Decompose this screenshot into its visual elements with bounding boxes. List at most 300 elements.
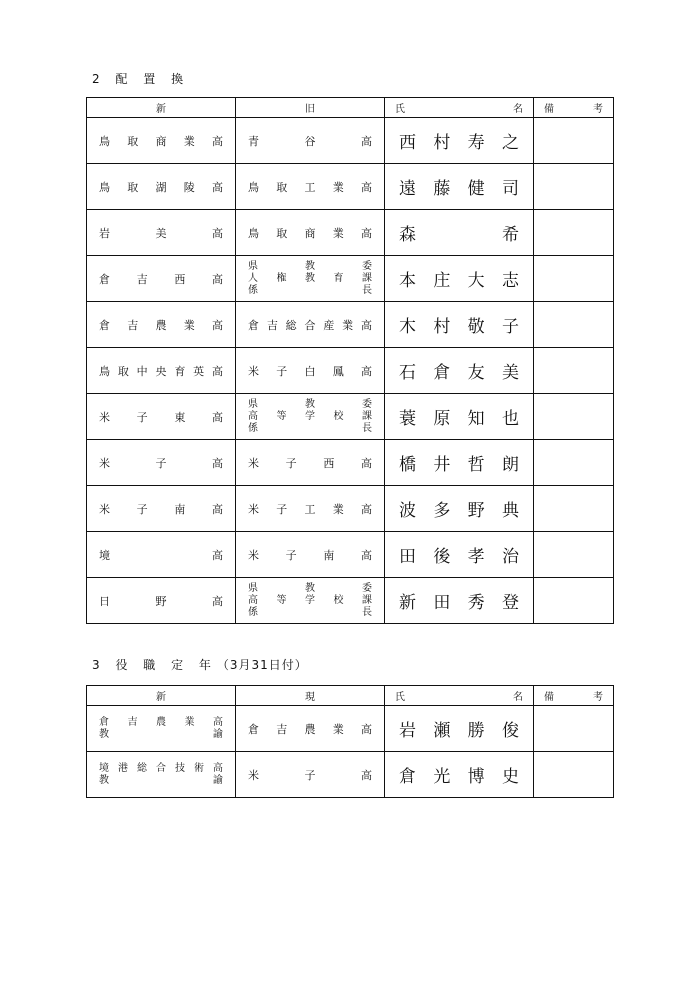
person-name-char: 森 [399,225,416,245]
person-name-char: 典 [501,501,519,521]
current-post-text-char: 業 [332,722,344,736]
old-post-text-line-char: 校 [333,594,344,606]
new-post-text-line [99,717,223,729]
old-post-text-line-char: 委 [362,260,372,272]
new-post-text-line-char: 農 [156,716,166,728]
new-post-text-line-char: 技 [175,762,185,774]
section-2-title-text: 2 配 置 換 [92,72,190,86]
new-post-text [87,302,235,347]
old-post-text-char: 取 [276,226,288,240]
table-row [87,440,614,486]
cell-new-post [87,210,236,256]
old-post-text-line-char: 県 [248,582,258,594]
old-post-text-char: 鳳 [332,364,344,378]
cell-remarks [534,302,614,348]
new-post-text [87,210,235,255]
old-post-text-char: 谷 [304,134,316,148]
new-post-text [87,348,235,393]
cell-new-post [87,706,236,752]
old-post-text-char: 高 [360,548,372,562]
cell-remarks [534,348,614,394]
person-name-char: 田 [433,593,451,613]
old-post-text-line-char: 係 [248,284,258,296]
new-post-text-line-char: 高 [213,716,223,728]
person-name [385,210,533,255]
old-post-text [236,256,384,301]
old-post-text-char: 吉 [266,318,278,332]
new-post-text-char: 農 [155,318,167,332]
table-row [87,532,614,578]
old-post-text-char: 商 [304,226,316,240]
cell-new-post [87,486,236,532]
person-name-char: 子 [501,317,519,337]
new-post-text-char: 高 [211,410,223,424]
old-post-text [236,302,384,347]
person-name-char: 秀 [467,593,485,613]
new-post-text-char: 野 [155,594,167,608]
old-post-text-line-char: 課 [362,594,372,606]
new-post-text-char: 高 [212,134,223,148]
old-post-text-char: 高 [361,180,372,194]
cell-name [385,118,534,164]
cell-name [385,302,534,348]
old-post-text-char: 産 [323,318,335,332]
table-row [87,578,614,624]
cell-new-post [87,348,236,394]
cell-old-post [236,394,385,440]
header-name-right: 名 [513,104,523,115]
old-post-text-char: 高 [361,134,372,148]
person-name-char: 岩 [399,721,416,741]
old-post-text-line-char: 長 [362,284,372,296]
new-post-text-char: 米 [99,456,110,470]
person-name-char: 倉 [399,767,416,787]
new-post-text-line-char: 合 [156,762,166,774]
retirement-table [86,685,614,798]
old-post-text-char: 鳥 [248,226,259,240]
person-name-char: 多 [433,501,451,521]
person-name-char: 西 [399,133,416,153]
old-post-text-char: 子 [285,548,297,562]
old-post-text-char: 高 [360,456,372,470]
new-post-text-char: 業 [183,318,195,332]
new-post-text-line [99,775,223,787]
cell-old-post [236,348,385,394]
cell-name [385,578,534,624]
new-post-text [87,164,235,209]
person-name [385,256,533,301]
table-row [87,118,614,164]
new-post-text [87,118,235,163]
old-post-text-line [248,261,372,273]
cell-old-post [236,210,385,256]
cell-remarks [534,706,614,752]
header-new-label: 新 [156,104,166,115]
old-post-text-char: 工 [304,502,316,516]
person-name-char: 寿 [467,133,485,153]
person-name [385,348,533,393]
new-post-text-char: 吉 [127,318,139,332]
new-post-text-char: 鳥 [99,180,110,194]
person-name-char: 木 [399,317,416,337]
new-post-text-char: 高 [211,364,223,378]
new-post-text-line-char: 教 [99,728,109,740]
cell-old-post [236,486,385,532]
person-name-char: 朗 [501,455,519,475]
person-name-char: 之 [501,133,519,153]
old-post-text-char: 高 [361,502,372,516]
cell-remarks [534,440,614,486]
old-post-text-line [248,607,372,619]
current-post-text-char: 米 [248,768,259,782]
old-post-text [236,440,384,485]
old-post-text [236,348,384,393]
old-post-text-char: 米 [248,456,259,470]
new-post-text [87,394,235,439]
cell-old-post [236,440,385,486]
old-post-text [236,164,384,209]
new-post-text-char: 英 [193,364,205,378]
person-name-char: 司 [501,179,519,199]
person-name-char: 治 [501,547,519,567]
new-post-text-char: 東 [174,410,186,424]
old-post-text-line-char: 係 [248,606,258,618]
cell-new-post [87,164,236,210]
old-post-text-char: 業 [332,502,344,516]
old-post-text [236,210,384,255]
new-post-text-char: 倉 [99,272,110,286]
person-name-char: 村 [433,317,451,337]
section-3-title [92,656,308,673]
new-post-text-char: 高 [212,456,223,470]
new-post-text-char: 鳥 [99,364,110,378]
old-post-text-line [248,423,372,435]
person-name-char: 後 [433,547,451,567]
old-post-text [236,532,384,577]
cell-current-post [236,706,385,752]
cell-new-post [87,256,236,302]
old-post-text-line [248,595,372,607]
cell-new-post [87,578,236,624]
new-post-text-char: 子 [155,456,167,470]
cell-name [385,210,534,256]
old-post-text-line-char: 係 [248,422,258,434]
new-post-text [87,486,235,531]
old-post-text-line-char: 教 [305,398,315,410]
current-post-text-char: 高 [361,722,372,736]
header-new [87,98,236,118]
person-name-char: 敬 [467,317,485,337]
person-name-char: 新 [399,593,416,613]
new-post-text-char: 子 [136,410,148,424]
old-post-text-line-char: 育 [333,272,344,284]
old-post-text-char: 鳥 [248,180,259,194]
person-name [385,752,533,797]
header-name-right: 名 [513,692,523,703]
new-post-text-char: 中 [136,364,148,378]
new-post-text-char: 高 [212,594,223,608]
header-new-label: 新 [156,692,166,703]
person-name-char: 博 [467,767,485,787]
person-name-char: 田 [399,547,416,567]
new-post-text-char: 米 [99,502,110,516]
old-post-text-line-char: 課 [362,410,372,422]
table-row [87,706,614,752]
cell-name [385,752,534,798]
old-post-text-line-char: 長 [362,422,372,434]
new-post-text-char: 美 [155,226,167,240]
new-post-text-line-char: 諭 [213,728,223,740]
old-post-text-line-char: 教 [305,260,315,272]
header-remarks [534,686,614,706]
person-name-char: 井 [433,455,451,475]
old-post-text-char: 青 [248,134,259,148]
cell-remarks [534,118,614,164]
person-name-char: 健 [467,179,485,199]
new-post-text-char: 高 [211,272,223,286]
new-post-text-char: 取 [127,134,139,148]
person-name-char: 美 [501,363,519,383]
table-row [87,752,614,798]
current-post-text [236,706,384,751]
old-post-text-line-char: 県 [248,398,258,410]
old-post-text-line [248,411,372,423]
old-post-text-char: 高 [361,226,372,240]
old-post-text-char: 米 [248,364,259,378]
new-post-text-char: 南 [174,502,186,516]
cell-old-post [236,578,385,624]
person-name-char: 孝 [467,547,485,567]
new-post-text-char: 境 [99,548,110,562]
cell-old-post [236,302,385,348]
header-old-label: 旧 [305,104,315,115]
cell-new-post [87,302,236,348]
old-post-text-line-char: 等 [276,410,287,422]
header-name-left: 氏 [395,104,405,115]
old-post-text-line-char: 委 [362,398,372,410]
person-name-char: 野 [467,501,485,521]
old-post-text [236,578,384,623]
new-post-text-char: 吉 [136,272,148,286]
new-post-text-line [99,763,223,775]
new-post-text-line-char: 諭 [213,774,223,786]
new-post-text-char: 陵 [183,180,195,194]
transfer-table-body [87,118,614,624]
header-remarks-left: 備 [544,692,554,703]
cell-new-post [87,440,236,486]
header-name-left: 氏 [395,692,405,703]
old-post-text-char: 高 [361,364,372,378]
new-post-text-char: 業 [183,134,195,148]
cell-remarks [534,532,614,578]
new-post-text-line-char: 吉 [127,716,138,728]
header-name [385,98,534,118]
new-post-text-line-char: 総 [137,762,147,774]
table-row [87,486,614,532]
new-post-text-char: 子 [136,502,148,516]
current-post-text-char: 高 [361,768,372,782]
header-remarks-left: 備 [544,104,554,115]
cell-remarks [534,164,614,210]
header-current-label: 現 [305,692,315,703]
old-post-text-char: 総 [285,318,297,332]
new-post-text [87,706,235,751]
cell-name [385,706,534,752]
person-name-char: 俊 [501,721,519,741]
person-name [385,118,533,163]
old-post-text-line-char: 県 [248,260,258,272]
cell-old-post [236,256,385,302]
old-post-text-line-char: 高 [248,594,258,606]
old-post-text-char: 子 [276,502,288,516]
current-post-text-char: 農 [304,722,316,736]
old-post-text-char: 米 [248,502,259,516]
person-name-char: 蓑 [399,409,416,429]
old-post-text-line-char: 権 [276,272,287,284]
person-name-char: 石 [399,363,416,383]
old-post-text-line-char: 等 [276,594,287,606]
person-name-char: 登 [501,593,519,613]
new-post-text-char: 商 [155,134,167,148]
person-name-char: 光 [433,767,451,787]
person-name [385,486,533,531]
person-name-char: 友 [467,363,485,383]
person-name-char: 橋 [399,455,416,475]
old-post-text-line [248,399,372,411]
current-post-text [236,752,384,797]
header-new [87,686,236,706]
cell-old-post [236,118,385,164]
old-post-text-char: 西 [323,456,335,470]
person-name-char: 希 [502,225,519,245]
old-post-text-line-char: 校 [333,410,344,422]
table-row [87,394,614,440]
old-post-text-char: 高 [360,318,372,332]
table-row [87,210,614,256]
person-name [385,164,533,209]
cell-name [385,440,534,486]
person-name-char: 原 [433,409,451,429]
header-remarks [534,98,614,118]
cell-remarks [534,486,614,532]
cell-new-post [87,532,236,578]
old-post-text-line-char: 高 [248,410,258,422]
new-post-text-char: 育 [174,364,186,378]
old-post-text-char: 工 [304,180,316,194]
current-post-text-char: 吉 [276,722,288,736]
old-post-text-line-char: 教 [305,582,315,594]
new-post-text-char: 高 [212,180,223,194]
old-post-text-line [248,285,372,297]
new-post-text-line-char: 術 [194,762,204,774]
old-post-text-char: 業 [332,180,344,194]
person-name-char: 知 [467,409,485,429]
new-post-text-line-char: 港 [118,762,128,774]
table-row [87,302,614,348]
cell-name [385,348,534,394]
person-name-char: 哲 [467,455,485,475]
person-name-char: 也 [501,409,519,429]
header-current [236,686,385,706]
old-post-text-line-char: 学 [305,410,315,422]
cell-name [385,256,534,302]
old-post-text-line [248,583,372,595]
person-name [385,394,533,439]
section-3-title-main: 3 役 職 定 年 [92,658,217,672]
new-post-text [87,532,235,577]
new-post-text-char: 高 [212,318,223,332]
old-post-text-char: 取 [276,180,288,194]
cell-old-post [236,532,385,578]
old-post-text [236,118,384,163]
person-name-char: 本 [399,271,416,291]
new-post-text-char: 米 [99,410,110,424]
old-post-text-line [248,273,372,285]
old-post-text-char: 業 [342,318,354,332]
header-remarks-right: 考 [593,692,603,703]
old-post-text-line-char: 委 [362,582,372,594]
header-name [385,686,534,706]
old-post-text-char: 合 [304,318,316,332]
person-name-char: 志 [501,271,519,291]
old-post-text-char: 倉 [248,318,259,332]
cell-remarks [534,210,614,256]
new-post-text-char: 湖 [155,180,167,194]
new-post-text-char: 取 [117,364,129,378]
retirement-table-header [87,686,614,706]
old-post-text-char: 業 [332,226,344,240]
new-post-text-char: 高 [211,502,223,516]
new-post-text-line-char: 教 [99,774,109,786]
cell-name [385,532,534,578]
old-post-text-line-char: 教 [305,272,315,284]
person-name-char: 波 [399,501,416,521]
old-post-text-char: 米 [248,548,259,562]
cell-name [385,164,534,210]
retirement-table-body [87,706,614,798]
cell-old-post [236,164,385,210]
old-post-text [236,486,384,531]
person-name-char: 勝 [467,721,485,741]
table-row [87,348,614,394]
header-old [236,98,385,118]
person-name-char: 遠 [399,179,416,199]
new-post-text-char: 鳥 [99,134,110,148]
new-post-text [87,578,235,623]
transfer-table-header [87,98,614,118]
new-post-text-line-char: 境 [99,762,109,774]
new-post-text-char: 西 [174,272,186,286]
old-post-text-line-char: 人 [248,272,258,284]
cell-name [385,394,534,440]
new-post-text-line-char: 業 [184,716,195,728]
person-name-char: 瀬 [433,721,451,741]
new-post-text-char: 日 [99,594,110,608]
new-post-text-char: 央 [155,364,167,378]
old-post-text-line-char: 長 [362,606,372,618]
old-post-text-char: 子 [276,364,288,378]
person-name-char: 倉 [433,363,451,383]
person-name-char: 村 [433,133,451,153]
person-name-char: 大 [467,271,485,291]
person-name [385,302,533,347]
old-post-text-line-char: 課 [362,272,372,284]
person-name-char: 史 [501,767,519,787]
new-post-text-char: 高 [212,548,223,562]
section-2-title [92,70,189,87]
table-row [87,164,614,210]
new-post-text-line-char: 高 [213,762,223,774]
